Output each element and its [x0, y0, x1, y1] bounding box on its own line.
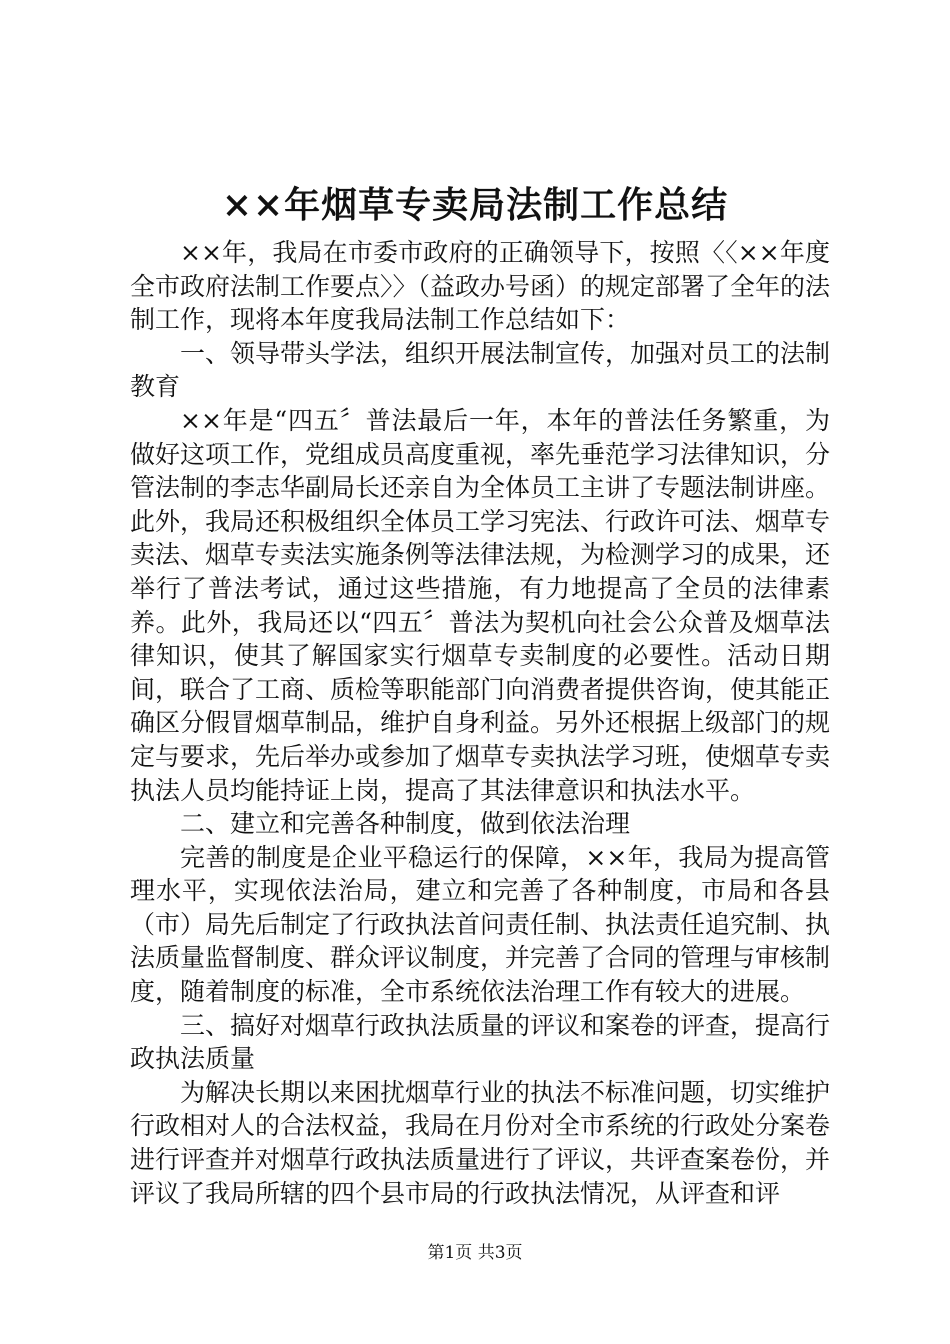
document-body — [130, 236, 830, 1210]
section-heading-3: 三、搞好对烟草行政执法质量的评议和案卷的评查，提高行政执法质量 — [130, 1010, 831, 1074]
section-heading-2: 二、建立和完善各种制度，做到依法治理 — [180, 809, 631, 839]
section-3-paragraph: 为解决长期以来困扰烟草行业的执法不标准问题，切实维护行政相对人的合法权益，我局在月份对全市系统的行政处分案卷进行评查并对烟草行政执法质量进行了评议，共评查案卷份，并评议了我局所辖的四个县市局的行政执法情况，从评查和评 — [130, 1077, 831, 1208]
page-number-footer: 第1页 共3页 — [427, 1243, 523, 1263]
document-title: ××年烟草专卖局法制工作总结 — [221, 184, 729, 226]
section-1-paragraph: ××年是“四五〞普法最后一年，本年的普法任务繁重，为做好这项工作，党组成员高度重视，率先垂范学习法律知识，分管法制的李志华副局长还亲自为全体员工主讲了专题法制讲座。此外，我局还积极组织全体员工学习宪法、行政许可法、烟草专卖法、烟草专卖法实施条例等法律法规，为检测学习的成果，还举行了普法考试，通过这些措施，有力地提高了全员的法律素养。此外，我局还以“四五〞普法为契机向社会公众普及烟草法律知识，使其了解国家实行烟草专卖制度的必要性。活动日期间，联合了工商、质检等职能部门向消费者提供咨询，使其能正确区分假冒烟草制品，维护自身利益。另外还根据上级部门的规定与要求，先后举办或参加了烟草专卖执法学习班，使烟草专卖执法人员均能持证上岗，提高了其法律意识和执法水平。 — [130, 405, 831, 805]
section-2-paragraph: 完善的制度是企业平稳运行的保障，××年，我局为提高管理水平，实现依法治局，建立和完善了各种制度，市局和各县（市）局先后制定了行政执法首问责任制、执法责任追究制、执法质量监督制度、群众评议制度，并完善了合同的管理与审核制度，随着制度的标准，全市系统依法治理工作有较大的进展。 — [130, 842, 831, 1007]
section-heading-1: 一、领导带头学法，组织开展法制宣传，加强对员工的法制教育 — [130, 338, 831, 402]
intro-paragraph: ××年，我局在市委市政府的正确领导下，按照〈〈××年度全市政府法制工作要点〉〉（益政办号函）的规定部署了全年的法制工作，现将本年度我局法制工作总结如下： — [130, 238, 831, 335]
